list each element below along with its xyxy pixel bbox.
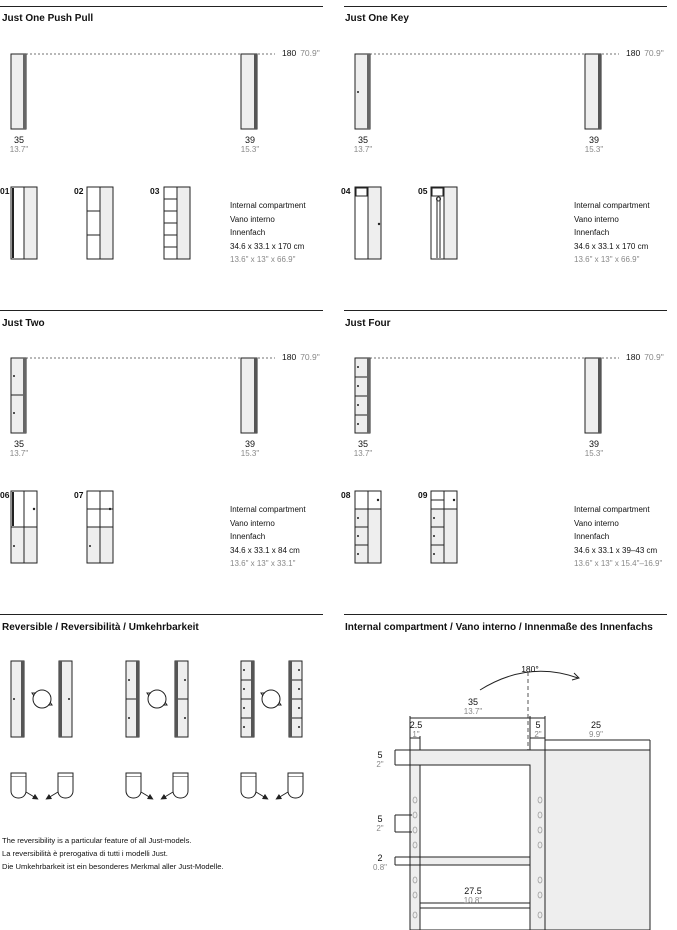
section-title-just-one-push-pull: Just One Push Pull bbox=[2, 13, 94, 24]
left-5b-label: 5 2" bbox=[376, 814, 384, 833]
model-number: 06 bbox=[0, 490, 10, 500]
section-title-just-four: Just Four bbox=[345, 318, 391, 329]
model-number: 02 bbox=[74, 186, 84, 196]
depth-35-label: 35 13.7" bbox=[463, 697, 483, 716]
model-number: 03 bbox=[150, 186, 160, 196]
section-title-internal-compartment: Internal compartment / Vano interno / Innenmaße des Innenfachs bbox=[345, 622, 653, 633]
reversibility-note: The reversibility is a particular feature of all Just-models. La reversibilità è prerogativa di tutti i modelli Just. Die Umkehrbarkeit ist ein besonderes Merkmal aller Just-Modelle. bbox=[2, 836, 224, 871]
width-dimension: 39 15.3" bbox=[584, 135, 604, 154]
thickness-2-5-label: 2.5 1" bbox=[409, 720, 423, 739]
section-title-just-one-key: Just One Key bbox=[345, 13, 409, 24]
model-number: 09 bbox=[418, 490, 428, 500]
compartment-spec: Internal compartment Vano interno Innenfach 34.6 x 33.1 x 39–43 cm 13.6" x 13" x 15.4"–16.9" bbox=[574, 505, 663, 568]
height-dimension: 180 70.9" bbox=[626, 48, 664, 58]
model-number: 04 bbox=[341, 186, 351, 196]
model-number: 08 bbox=[341, 490, 351, 500]
width-25-label: 25 9.9" bbox=[589, 720, 603, 739]
left-2-label: 2 0.8" bbox=[373, 853, 387, 872]
width-dimension: 39 15.3" bbox=[584, 439, 604, 458]
thickness-5-top-label: 5 2" bbox=[534, 720, 542, 739]
height-dimension: 180 70.9" bbox=[626, 352, 664, 362]
section-title-reversible: Reversible / Reversibilità / Umkehrbarkeit bbox=[2, 622, 199, 633]
left-5-label: 5 2" bbox=[376, 750, 384, 769]
compartment-spec: Internal compartment Vano interno Innenfach 34.6 x 33.1 x 170 cm 13.6" x 13" x 66.9" bbox=[230, 201, 306, 264]
model-number: 05 bbox=[418, 186, 428, 196]
width-dimension: 39 15.3" bbox=[240, 135, 260, 154]
height-dimension: 180 70.9" bbox=[282, 48, 320, 58]
inner-width-label: 27.5 10.8" bbox=[463, 886, 483, 905]
model-number: 07 bbox=[74, 490, 84, 500]
depth-dimension: 35 13.7" bbox=[9, 135, 29, 154]
compartment-spec: Internal compartment Vano interno Innenfach 34.6 x 33.1 x 84 cm 13.6" x 13" x 33.1" bbox=[230, 505, 306, 568]
depth-dimension: 35 13.7" bbox=[353, 439, 373, 458]
compartment-spec: Internal compartment Vano interno Innenfach 34.6 x 33.1 x 170 cm 13.6" x 13" x 66.9" bbox=[574, 201, 650, 264]
angle-label: 180° bbox=[521, 664, 539, 674]
model-number: 01 bbox=[0, 186, 10, 196]
depth-dimension: 35 13.7" bbox=[9, 439, 29, 458]
width-dimension: 39 15.3" bbox=[240, 439, 260, 458]
height-dimension: 180 70.9" bbox=[282, 352, 320, 362]
section-title-just-two: Just Two bbox=[2, 318, 45, 329]
depth-dimension: 35 13.7" bbox=[353, 135, 373, 154]
